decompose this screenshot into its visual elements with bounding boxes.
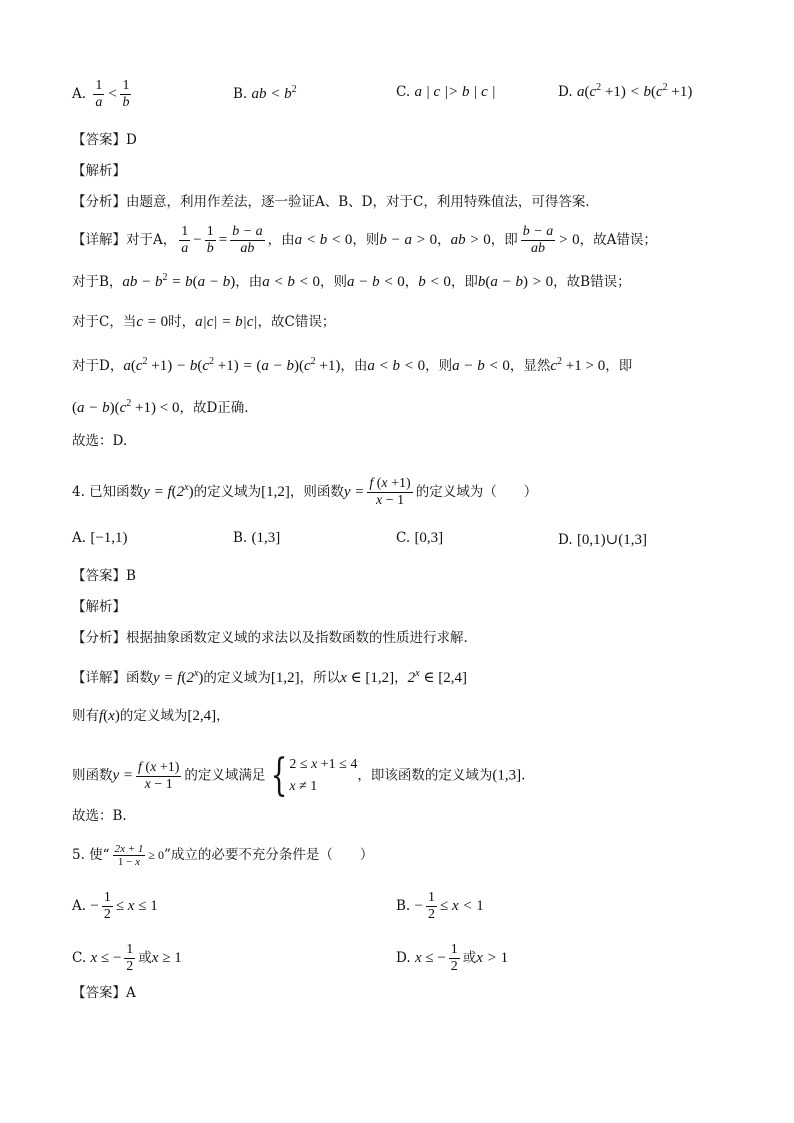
option-label: C. — [396, 84, 411, 100]
option-label: D. — [558, 84, 573, 100]
q4-stem: 4. 已知函数$y = f(2^x)$的定义域为[1,2]，则函数y = $\frac{f (x +1)}{x - 1}$ 的定义域为（ ） — [72, 476, 538, 508]
q5-answer: 【答案】A — [72, 985, 136, 1001]
q3-detail-c: 对于C，当c = 0时，a|c| = b|c|，故C错误； — [72, 314, 336, 330]
q4-option-d: D. [0,1)∪(1,3] — [558, 532, 647, 548]
q3-option-a: A. $\frac{1}{a}$ < $\frac{1}{b}$ — [72, 78, 130, 110]
q4-last: 则函数y = $\frac{f (x +1)}{x - 1}$ 的定义域满足 { 2 ≤ x +1 ≤ 4 x ≠ 1 ，即该函数的定义域为(1,3]. — [72, 750, 526, 801]
q4-choose: 故选：B. — [72, 808, 127, 824]
q4-detail: 【详解】函数$y = f(2^x)$的定义域为[1,2]，所以x ∈ [1,2]，2$^x$ ∈ [2,4] — [72, 668, 467, 686]
q4-option-a: A. [−1,1) — [72, 530, 128, 546]
q3-option-b: B. ab < $b^2$ — [233, 84, 297, 102]
q4-then-have: 则有f(x)的定义域为[2,4]， — [72, 708, 230, 724]
cases: 2 ≤ x +1 ≤ 4 x ≠ 1 — [289, 757, 358, 794]
q4-option-c: C. [0,3] — [396, 530, 444, 546]
q3-option-c: C. a | c |> b | c | — [396, 84, 496, 100]
q3-option-d: D. $a(c^2 +1) < b(c^2 +1)$ — [558, 82, 693, 100]
q5-option-a: A. − $\frac{1}{2}$ ≤ x ≤ 1 — [72, 890, 158, 922]
q5-option-b: B. − $\frac{1}{2}$ ≤ x < 1 — [396, 890, 484, 922]
q3-detail-d: 对于D，$a(c^2 +1) - b(c^2 +1) = (a - b)(c^2 +1)$，由a < b < 0，则a − b < 0，显然$c^2 +1 > 0$，即 — [72, 356, 633, 374]
option-label: A. — [72, 86, 87, 102]
q3-choose: 故选：D. — [72, 433, 128, 449]
q3-analysis-heading: 【解析】 — [72, 163, 126, 179]
q3-detail-d-cont: $(a - b)(c^2 +1) < 0$，故D正确. — [72, 398, 249, 416]
q5-stem: 5. 使“ $\frac{2x + 1}{1 - x}$ ≥ 0”成立的必要不充分条件是（ ） — [72, 843, 374, 868]
q4-option-b: B. (1,3] — [233, 530, 281, 546]
q3-detail-a: 【详解】对于A， $\frac{1}{a}$ − $\frac{1}{b}$ = $\frac{b - a}{ab}$ ，由a < b < 0，则b − a > 0，ab > 0，即 $\frac{b - a}{ab}$ > 0，故A错误； — [72, 224, 657, 256]
q4-analysis-heading: 【解析】 — [72, 599, 126, 615]
q5-option-c: C. x ≤ − $\frac{1}{2}$ 或x ≥ 1 — [72, 942, 182, 974]
frac-1-over-b: $\frac{1}{b}$ — [122, 78, 130, 110]
q5-option-d: D. x ≤ − $\frac{1}{2}$ 或x > 1 — [396, 942, 509, 974]
q4-answer: 【答案】B — [72, 568, 136, 584]
q3-answer: 【答案】D — [72, 132, 137, 148]
frac-1-over-a: $\frac{1}{a}$ — [95, 78, 103, 110]
q3-fenxi: 【分析】由题意，利用作差法，逐一验证A、B、D，对于C，利用特殊值法，可得答案. — [72, 194, 590, 210]
left-brace: { — [270, 750, 288, 801]
q4-fenxi: 【分析】根据抽象函数定义域的求法以及指数函数的性质进行求解. — [72, 630, 468, 646]
option-label: B. — [233, 86, 248, 102]
q3-detail-b: 对于B，ab − $b^2 = b(a - b)$，由a < b < 0，则a − b < 0，b < 0，即b(a − b) > 0，故B错误； — [72, 272, 631, 290]
